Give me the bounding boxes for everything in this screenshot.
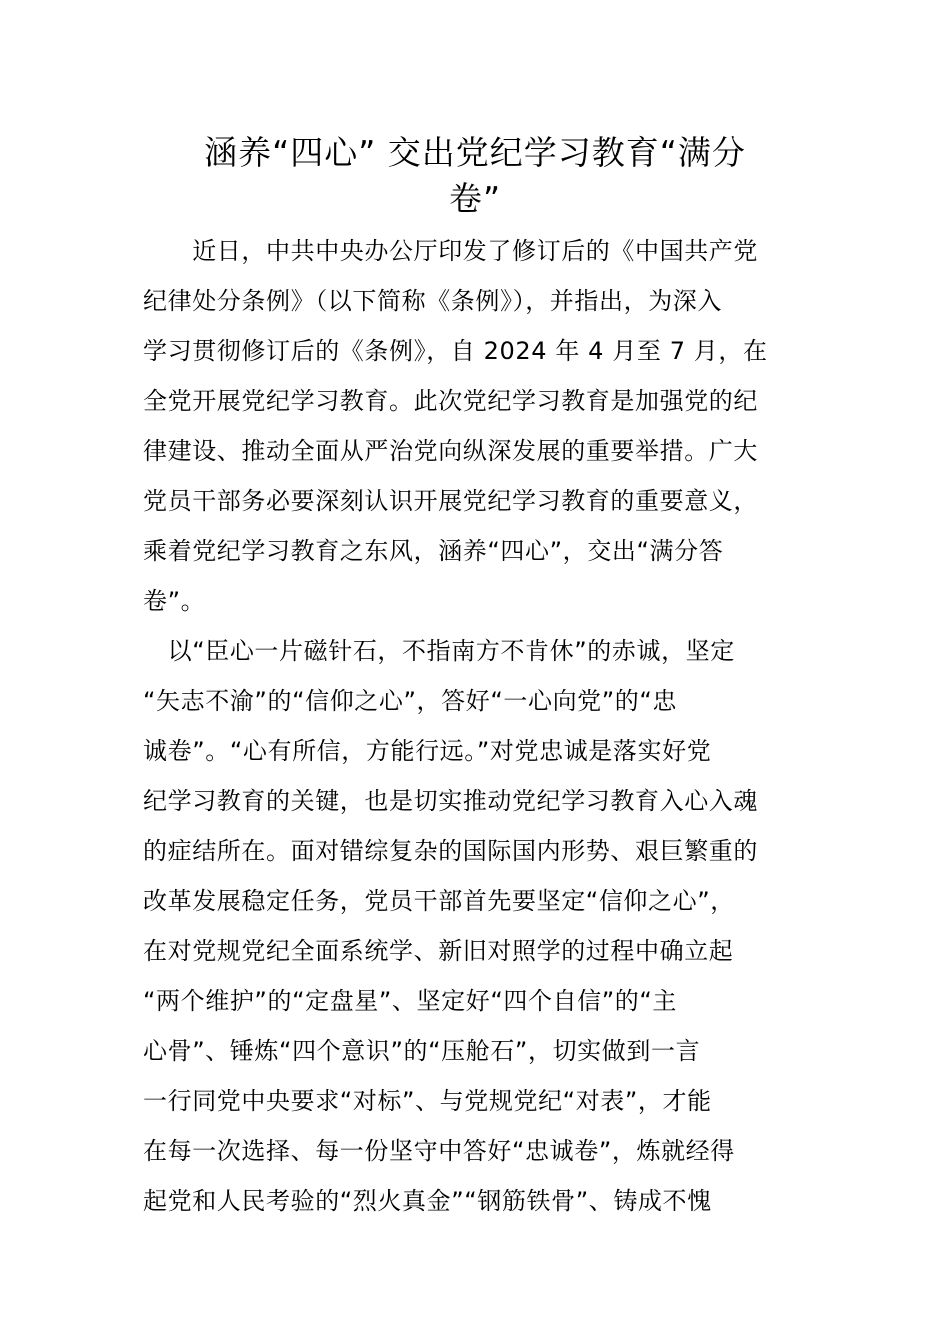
paragraph-line: 起党和人民考验的“烈火真金”“钢筋铁骨”、铸成不愧 [143,1187,712,1215]
paragraph-line: 乘着党纪学习教育之东风，涵养“四心”，交出“满分答 [143,537,724,565]
document-body [143,226,808,1226]
title-line-2: 卷” [448,179,502,218]
paragraph-line: 纪学习教育的关键，也是切实推动党纪学习教育入心入魂 [143,787,758,815]
paragraph-line: 心骨”、锤炼“四个意识”的“压舱石”，切实做到一言 [143,1037,701,1065]
paragraph-line: 纪律处分条例》（以下简称《条例》），并指出，为深入 [143,287,722,315]
paragraph-line: 全党开展党纪学习教育。此次党纪学习教育是加强党的纪 [143,387,758,415]
paragraph-line: 学习贯彻修订后的《条例》，自 2024 年 4 月至 7 月，在 [143,337,768,365]
paragraph-line: 卷”。 [143,587,206,615]
paragraph-line: 改革发展稳定任务，党员干部首先要坚定“信仰之心”， [143,887,735,915]
title-line-1: 涵养“四心” 交出党纪学习教育“满分 [204,133,746,172]
paragraph-line: 在每一次选择、每一份坚守中答好“忠诚卷”，炼就经得 [143,1137,735,1165]
paragraph-line: 诚卷”。“心有所信，方能行远。”对党忠诚是落实好党 [143,737,712,765]
paragraph-line: 在对党规党纪全面系统学、新旧对照学的过程中确立起 [143,937,734,965]
document-title [150,130,800,222]
paragraph-line: 一行同党中央要求“对标”、与党规党纪“对表”，才能 [143,1087,712,1115]
paragraph-line: 的症结所在。面对错综复杂的国际国内形势、艰巨繁重的 [143,837,758,865]
paragraph-line: 党员干部务必要深刻认识开展党纪学习教育的重要意义， [143,487,758,515]
paragraph-line: “两个维护”的“定盘星”、坚定好“四个自信”的“主 [143,987,678,1015]
paragraph-line: 律建设、推动全面从严治党向纵深发展的重要举措。广大 [143,437,758,465]
paragraph-line: “矢志不渝”的“信仰之心”，答好“一心向党”的“忠 [143,687,678,715]
paragraph-line: 近日，中共中央办公厅印发了修订后的《中国共产党 [143,237,758,265]
paragraph-line: 以“臣心一片磁针石，不指南方不肯休”的赤诚，坚定 [143,637,735,665]
